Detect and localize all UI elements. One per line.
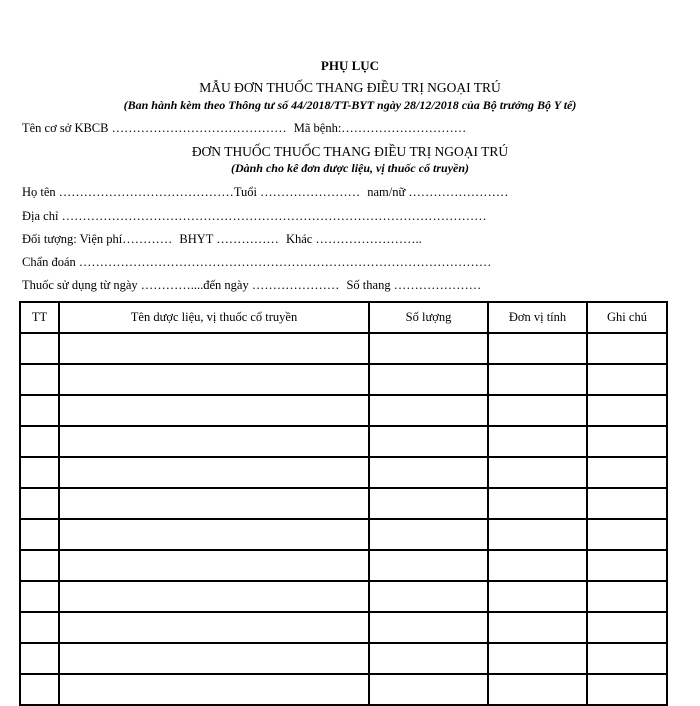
- column-header-note: Ghi chú: [587, 302, 667, 333]
- address-field[interactable]: Địa chỉ …………………………………………………………………………………………: [22, 209, 487, 223]
- table-row: [20, 612, 667, 643]
- usage-line: [22, 278, 481, 293]
- index-cell[interactable]: [20, 612, 59, 643]
- ingredient-cell[interactable]: [59, 333, 369, 364]
- ingredient-cell[interactable]: [59, 674, 369, 705]
- quantity-cell[interactable]: [369, 333, 488, 364]
- note-cell[interactable]: [587, 581, 667, 612]
- ingredient-cell[interactable]: [59, 643, 369, 674]
- quantity-cell[interactable]: [369, 488, 488, 519]
- form-title: MẪU ĐƠN THUỐC THANG ĐIỀU TRỊ NGOẠI TRÚ: [199, 80, 501, 95]
- note-cell[interactable]: [587, 550, 667, 581]
- facility-line: [22, 121, 466, 136]
- unit-cell[interactable]: [488, 364, 587, 395]
- unit-cell[interactable]: [488, 426, 587, 457]
- table-row: [20, 395, 667, 426]
- quantity-cell[interactable]: [369, 426, 488, 457]
- note-cell[interactable]: [587, 488, 667, 519]
- ingredient-cell[interactable]: [59, 612, 369, 643]
- appendix-heading: PHỤ LỤC: [320, 58, 380, 73]
- table-row: [20, 550, 667, 581]
- ingredient-cell[interactable]: [59, 581, 369, 612]
- table-body: [20, 333, 667, 705]
- dose-count-field[interactable]: Số thang …………………: [346, 278, 482, 292]
- index-cell[interactable]: [20, 333, 59, 364]
- patient-sex-field[interactable]: nam/nữ ……………………: [367, 185, 509, 199]
- index-cell[interactable]: [20, 457, 59, 488]
- patient-age-field[interactable]: Tuổi ……………………: [233, 185, 361, 199]
- index-cell[interactable]: [20, 550, 59, 581]
- table-row: [20, 643, 667, 674]
- subject-fee-field[interactable]: Đối tượng: Viện phí…………: [22, 232, 173, 246]
- prescription-title: ĐƠN THUỐC THUỐC THANG ĐIỀU TRỊ NGOẠI TRÚ: [191, 144, 509, 159]
- index-cell[interactable]: [20, 643, 59, 674]
- index-cell[interactable]: [20, 395, 59, 426]
- ingredient-cell[interactable]: [59, 457, 369, 488]
- ingredient-cell[interactable]: [59, 426, 369, 457]
- issued-note: (Ban hành kèm theo Thông tư số 44/2018/TT-BYT ngày 28/12/2018 của Bộ trưởng Bộ Y tế): [123, 98, 577, 112]
- unit-cell[interactable]: [488, 612, 587, 643]
- subject-other-field[interactable]: Khác ……………………..: [285, 232, 422, 246]
- unit-cell[interactable]: [488, 643, 587, 674]
- table-row: [20, 333, 667, 364]
- quantity-cell[interactable]: [369, 612, 488, 643]
- index-cell[interactable]: [20, 581, 59, 612]
- patient-code-field[interactable]: Mã bệnh:…………………………: [293, 121, 467, 135]
- index-cell[interactable]: [20, 426, 59, 457]
- column-header-ingredient: Tên dược liệu, vị thuốc cổ truyền: [59, 302, 369, 333]
- quantity-cell[interactable]: [369, 457, 488, 488]
- unit-cell[interactable]: [488, 519, 587, 550]
- table-header-row: [20, 302, 667, 333]
- note-cell[interactable]: [587, 333, 667, 364]
- note-cell[interactable]: [587, 426, 667, 457]
- subject-line: [22, 232, 422, 247]
- column-header-quantity: Số lượng: [369, 302, 488, 333]
- table-row: [20, 426, 667, 457]
- index-cell[interactable]: [20, 674, 59, 705]
- ingredient-cell[interactable]: [59, 519, 369, 550]
- ingredient-cell[interactable]: [59, 364, 369, 395]
- column-header-index: TT: [20, 302, 59, 333]
- ingredient-cell[interactable]: [59, 550, 369, 581]
- note-cell[interactable]: [587, 457, 667, 488]
- unit-cell[interactable]: [488, 395, 587, 426]
- column-header-unit: Đơn vị tính: [488, 302, 587, 333]
- usage-period-field[interactable]: Thuốc sử dụng từ ngày …………....đến ngày …………………: [22, 278, 340, 292]
- note-cell[interactable]: [587, 612, 667, 643]
- quantity-cell[interactable]: [369, 581, 488, 612]
- index-cell[interactable]: [20, 364, 59, 395]
- unit-cell[interactable]: [488, 333, 587, 364]
- note-cell[interactable]: [587, 643, 667, 674]
- note-cell[interactable]: [587, 364, 667, 395]
- unit-cell[interactable]: [488, 674, 587, 705]
- ingredient-cell[interactable]: [59, 395, 369, 426]
- index-cell[interactable]: [20, 519, 59, 550]
- note-cell[interactable]: [587, 674, 667, 705]
- patient-info-line: [22, 185, 508, 200]
- unit-cell[interactable]: [488, 550, 587, 581]
- prescription-subtitle: (Dành cho kê đơn dược liệu, vị thuốc cổ truyền): [230, 161, 470, 175]
- index-cell[interactable]: [20, 488, 59, 519]
- table-row: [20, 674, 667, 705]
- quantity-cell[interactable]: [369, 395, 488, 426]
- note-cell[interactable]: [587, 395, 667, 426]
- patient-name-field[interactable]: Họ tên ……………………………………: [22, 185, 234, 199]
- table-row: [20, 488, 667, 519]
- quantity-cell[interactable]: [369, 364, 488, 395]
- unit-cell[interactable]: [488, 581, 587, 612]
- table-row: [20, 364, 667, 395]
- quantity-cell[interactable]: [369, 674, 488, 705]
- unit-cell[interactable]: [488, 457, 587, 488]
- ingredient-cell[interactable]: [59, 488, 369, 519]
- diagnosis-field[interactable]: Chẩn đoán ………………………………………………………………………………………: [22, 255, 492, 269]
- table-row: [20, 519, 667, 550]
- quantity-cell[interactable]: [369, 643, 488, 674]
- quantity-cell[interactable]: [369, 550, 488, 581]
- note-cell[interactable]: [587, 519, 667, 550]
- quantity-cell[interactable]: [369, 519, 488, 550]
- table-row: [20, 581, 667, 612]
- prescription-table: [19, 301, 668, 706]
- subject-insurance-field[interactable]: BHYT ……………: [179, 232, 279, 246]
- table-row: [20, 457, 667, 488]
- facility-name-field[interactable]: Tên cơ sở KBCB ……………………………………: [22, 121, 287, 135]
- unit-cell[interactable]: [488, 488, 587, 519]
